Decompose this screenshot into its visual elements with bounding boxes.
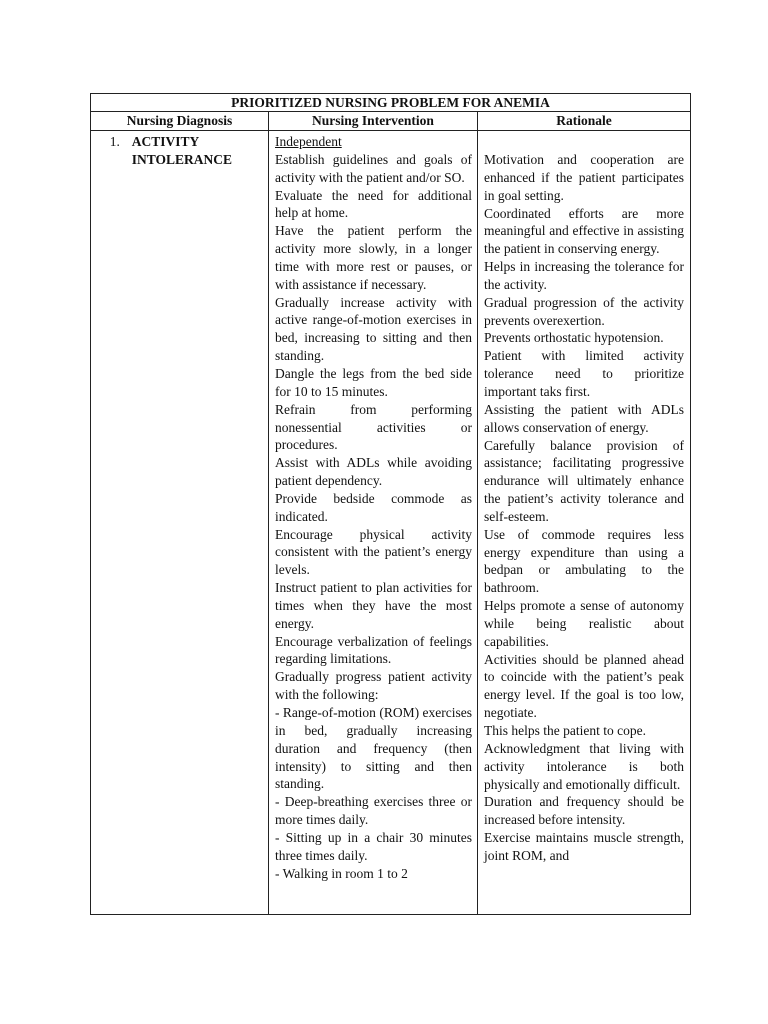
rationale-item: Gradual progression of the activity prevents overexertion. xyxy=(484,294,684,328)
header-rationale: Rationale xyxy=(556,113,612,128)
diagnosis-name: ACTIVITY INTOLERANCE xyxy=(131,134,232,167)
rationale-item: This helps the patient to cope. xyxy=(484,723,646,738)
diagnosis-number: 1. xyxy=(109,134,120,149)
header-diagnosis: Nursing Diagnosis xyxy=(91,112,269,130)
rationale-item: Coordinated efforts are more meaningful and effective in assisting the patient in conserving energy. xyxy=(484,205,684,257)
intervention-item: Instruct patient to plan activities for times when they have the most energy. xyxy=(275,580,472,631)
intervention-cell xyxy=(269,131,478,915)
rationale-item: Carefully balance provision of assistance; facilitating progressive endurance will ultimately enhance the patient’s activity tolerance and self-esteem. xyxy=(484,437,684,524)
rationale-cell xyxy=(478,131,690,915)
table-title: PRIORITIZED NURSING PROBLEM FOR ANEMIA xyxy=(91,94,690,112)
intervention-item: Encourage physical activity consistent with the patient’s energy levels. xyxy=(275,526,472,578)
rationale-item: Exercise maintains muscle strength, joint ROM, and xyxy=(484,830,684,863)
rationale-item: Acknowledgment that living with activity intolerance is both physically and emotionally difficult. xyxy=(484,740,684,792)
intervention-item: - Deep-breathing exercises three or more times daily. xyxy=(275,794,472,828)
diagnosis-cell xyxy=(91,131,269,915)
care-plan-table xyxy=(90,93,691,915)
rationale-item: Helps in increasing the tolerance for the activity. xyxy=(484,259,684,292)
rationale-item: Helps promote a sense of autonomy while being realistic about capabilities. xyxy=(484,598,684,649)
intervention-item: Establish guidelines and goals of activity with the patient and/or SO. xyxy=(275,151,472,185)
intervention-list xyxy=(275,151,472,883)
rationale-item: Assisting the patient with ADLs allows conservation of energy. xyxy=(484,401,684,435)
rationale-item: Duration and frequency should be increased before intensity. xyxy=(484,794,684,828)
intervention-item: - Sitting up in a chair 30 minutes three times daily. xyxy=(275,829,472,863)
intervention-item: Refrain from performing nonessential activities or procedures. xyxy=(275,401,472,453)
header-row xyxy=(91,112,690,131)
intervention-item: Provide bedside commode as indicated. xyxy=(275,490,472,524)
rationale-item: Use of commode requires less energy expenditure than using a bedpan or ambulating to the bathroom. xyxy=(484,526,684,596)
intervention-item: Assist with ADLs while avoiding patient dependency. xyxy=(275,455,472,489)
intervention-item: Encourage verbalization of feelings regarding limitations. xyxy=(275,633,472,667)
intervention-item: Dangle the legs from the bed side for 10 to 15 minutes. xyxy=(275,365,472,399)
rationale-item: Prevents orthostatic hypotension. xyxy=(484,330,664,346)
rationale-item: Activities should be planned ahead to coincide with the patient’s peak energy level. If the goal is too low, negotiate. xyxy=(484,651,684,721)
table-row xyxy=(91,131,690,915)
rationale-item: Motivation and cooperation are enhanced if the patient participates in goal setting. xyxy=(484,152,684,203)
intervention-item: - Range-of-motion (ROM) exercises in bed, gradually increasing duration and frequency (then intensity) to sitting and then standing. xyxy=(275,705,472,792)
intervention-item: Gradually increase activity with active range-of-motion exercises in bed, increasing to sitting and then standing. xyxy=(275,294,472,364)
rationale-item: Patient with limited activity tolerance need to prioritize important taks first. xyxy=(484,348,684,399)
intervention-item: Evaluate the need for additional help at home. xyxy=(275,187,472,221)
intervention-item: Gradually progress patient activity with the following: xyxy=(275,669,472,703)
header-intervention: Nursing Intervention xyxy=(269,112,478,130)
intervention-item: Have the patient perform the activity more slowly, in a longer time with more rest or pauses, or with assistance if necessary. xyxy=(275,223,472,292)
rationale-list xyxy=(484,151,684,865)
intervention-subheading: Independent xyxy=(275,134,342,149)
intervention-item: - Walking in room 1 to 2 xyxy=(275,865,408,881)
